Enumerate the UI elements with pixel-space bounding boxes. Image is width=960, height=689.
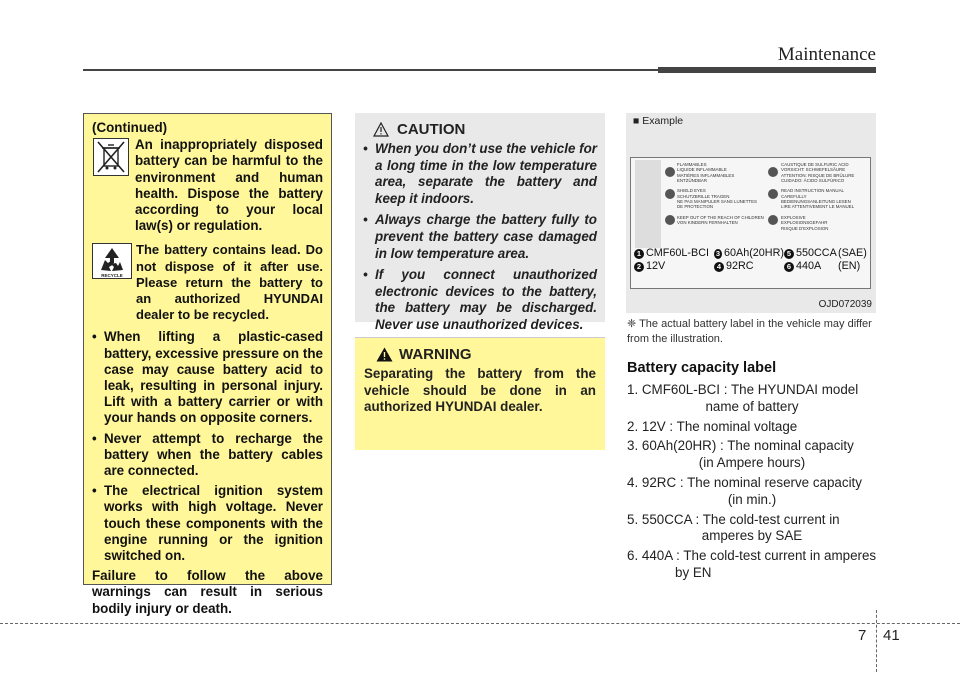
section-title: Battery capacity label	[627, 360, 777, 376]
label-warning-text-right: CAUSTIQUE DE SULFURIC ACID VORSICHT: SCHWEFELSÄURE ATTENTION: RISQUE DE BRÛLURE CUIDADO: ÁCIDO SULFÚRICO READ INSTRUCTION MANUAL CAREFULLY BEDIENUNGSANLEITUNG LESEN LIRE ATTENTIVEMENT LE MANUEL EXPLOSIVE EXPLOSIONSGEFAHR RISQUE D'EXPLOSION	[781, 162, 855, 231]
example-label: ■ Example	[633, 115, 684, 127]
footer-rule	[0, 623, 960, 624]
recycle-icon	[92, 243, 132, 279]
label-hazard-icons-left	[664, 164, 676, 244]
warning-box	[355, 337, 605, 450]
caution-list	[363, 141, 597, 334]
caution-triangle-icon	[373, 122, 389, 137]
spec-item: 3. 60Ah(20HR) : The nominal capacity (in Ampere hours)	[627, 438, 854, 471]
recycle-icon-label: RECYCLE	[101, 273, 123, 279]
disposal-text: An inappropriately disposed battery can be harmful to the environment and human health. Dispose the battery according to your local law(s) or regulation.	[135, 137, 323, 234]
warning-text: Separating the battery from the vehicle should be done in an authorized HYUNDAI dealer.	[364, 366, 596, 415]
label-warning-text-left: FLAMMABLES LIQUIDE INFLAMMABLE MATIÈRES INFLAMMABLES ENTZÜNDBAR SHIELD EYES SCHUTZBRILLE TRAGEN NE PAS MANIPULER SANS LUNETTES DE PROTECTION KEEP OUT OF THE REACH OF CHILDREN VON KINDERN FERNHALTEN	[677, 162, 764, 226]
caution-item: • Always charge the battery fully to prevent the battery case damaged in low temperature area.	[363, 212, 597, 262]
final-warning: Failure to follow the above warnings can result in serious bodily injury or death.	[92, 568, 323, 616]
caution-item: • If you connect unauthorized electronic devices to the battery, the battery may be discharged. Never use unauthorized devices.	[363, 267, 597, 333]
bullet-item: • The electrical ignition system works with high voltage. Never touch these components with the engine running or the ignition switched on.	[92, 483, 323, 564]
lead-text: The battery contains lead. Do not dispose of it after use. Please return the battery to an authorized HYUNDAI dealer to be recycled.	[136, 242, 323, 323]
crossed-bin-icon	[93, 138, 129, 176]
warning-bullets	[92, 329, 323, 564]
warning-column	[83, 113, 332, 616]
caution-item: • When you don’t use the vehicle for a long time in the low temperature area, separate the battery and keep it indoors.	[363, 141, 597, 207]
continued-label: (Continued)	[92, 120, 168, 135]
capacity-spec-list	[627, 382, 877, 585]
label-hazard-icons-right	[767, 164, 779, 244]
caution-box	[355, 113, 605, 332]
bullet-item: • Never attempt to recharge the battery when the battery cables are connected.	[92, 431, 323, 480]
spec-item: 5. 550CCA : The cold-test current in amperes by SAE	[627, 511, 840, 544]
spec-item: 6. 440A : The cold-test current in amperes by EN	[627, 548, 877, 580]
warning-title: WARNING	[399, 346, 472, 363]
label-row-2: 2 12V 4 92RC 6 440A (EN)	[631, 260, 870, 273]
image-code: OJD072039	[818, 299, 872, 310]
chapter-number: 7	[858, 627, 867, 644]
warning-header	[376, 346, 596, 363]
label-spec-rows	[631, 247, 870, 273]
page-header-title: Maintenance	[777, 44, 876, 65]
battery-label-figure	[626, 113, 876, 313]
page-number: 41	[883, 627, 900, 644]
caution-title: CAUTION	[397, 121, 466, 138]
disposal-row	[92, 137, 323, 234]
footer-divider	[876, 610, 877, 672]
bullet-item: • When lifting a plastic-cased battery, excessive pressure on the case may cause battery acid to leak, resulting in personal injury. Lift with a battery carrier or with your hands on opposite corners.	[92, 329, 323, 426]
caution-header	[373, 121, 597, 138]
spec-item: 4. 92RC : The nominal reserve capacity (in min.)	[627, 474, 862, 507]
label-caution-strip	[635, 160, 661, 248]
header-rule-accent	[658, 67, 876, 73]
lead-row	[92, 242, 323, 323]
warning-triangle-icon	[376, 347, 393, 362]
label-row-1: 1 CMF60L-BCI 3 60Ah(20HR) 5 550CCA (SAE)	[631, 247, 870, 260]
spec-item: 1. CMF60L-BCI : The HYUNDAI model name of battery	[627, 382, 859, 414]
battery-label-illustration	[630, 157, 871, 289]
spec-item: 2. 12V : The nominal voltage	[627, 418, 798, 434]
illustration-note: ❈ The actual battery label in the vehicle may differ from the illustration.	[627, 318, 872, 345]
